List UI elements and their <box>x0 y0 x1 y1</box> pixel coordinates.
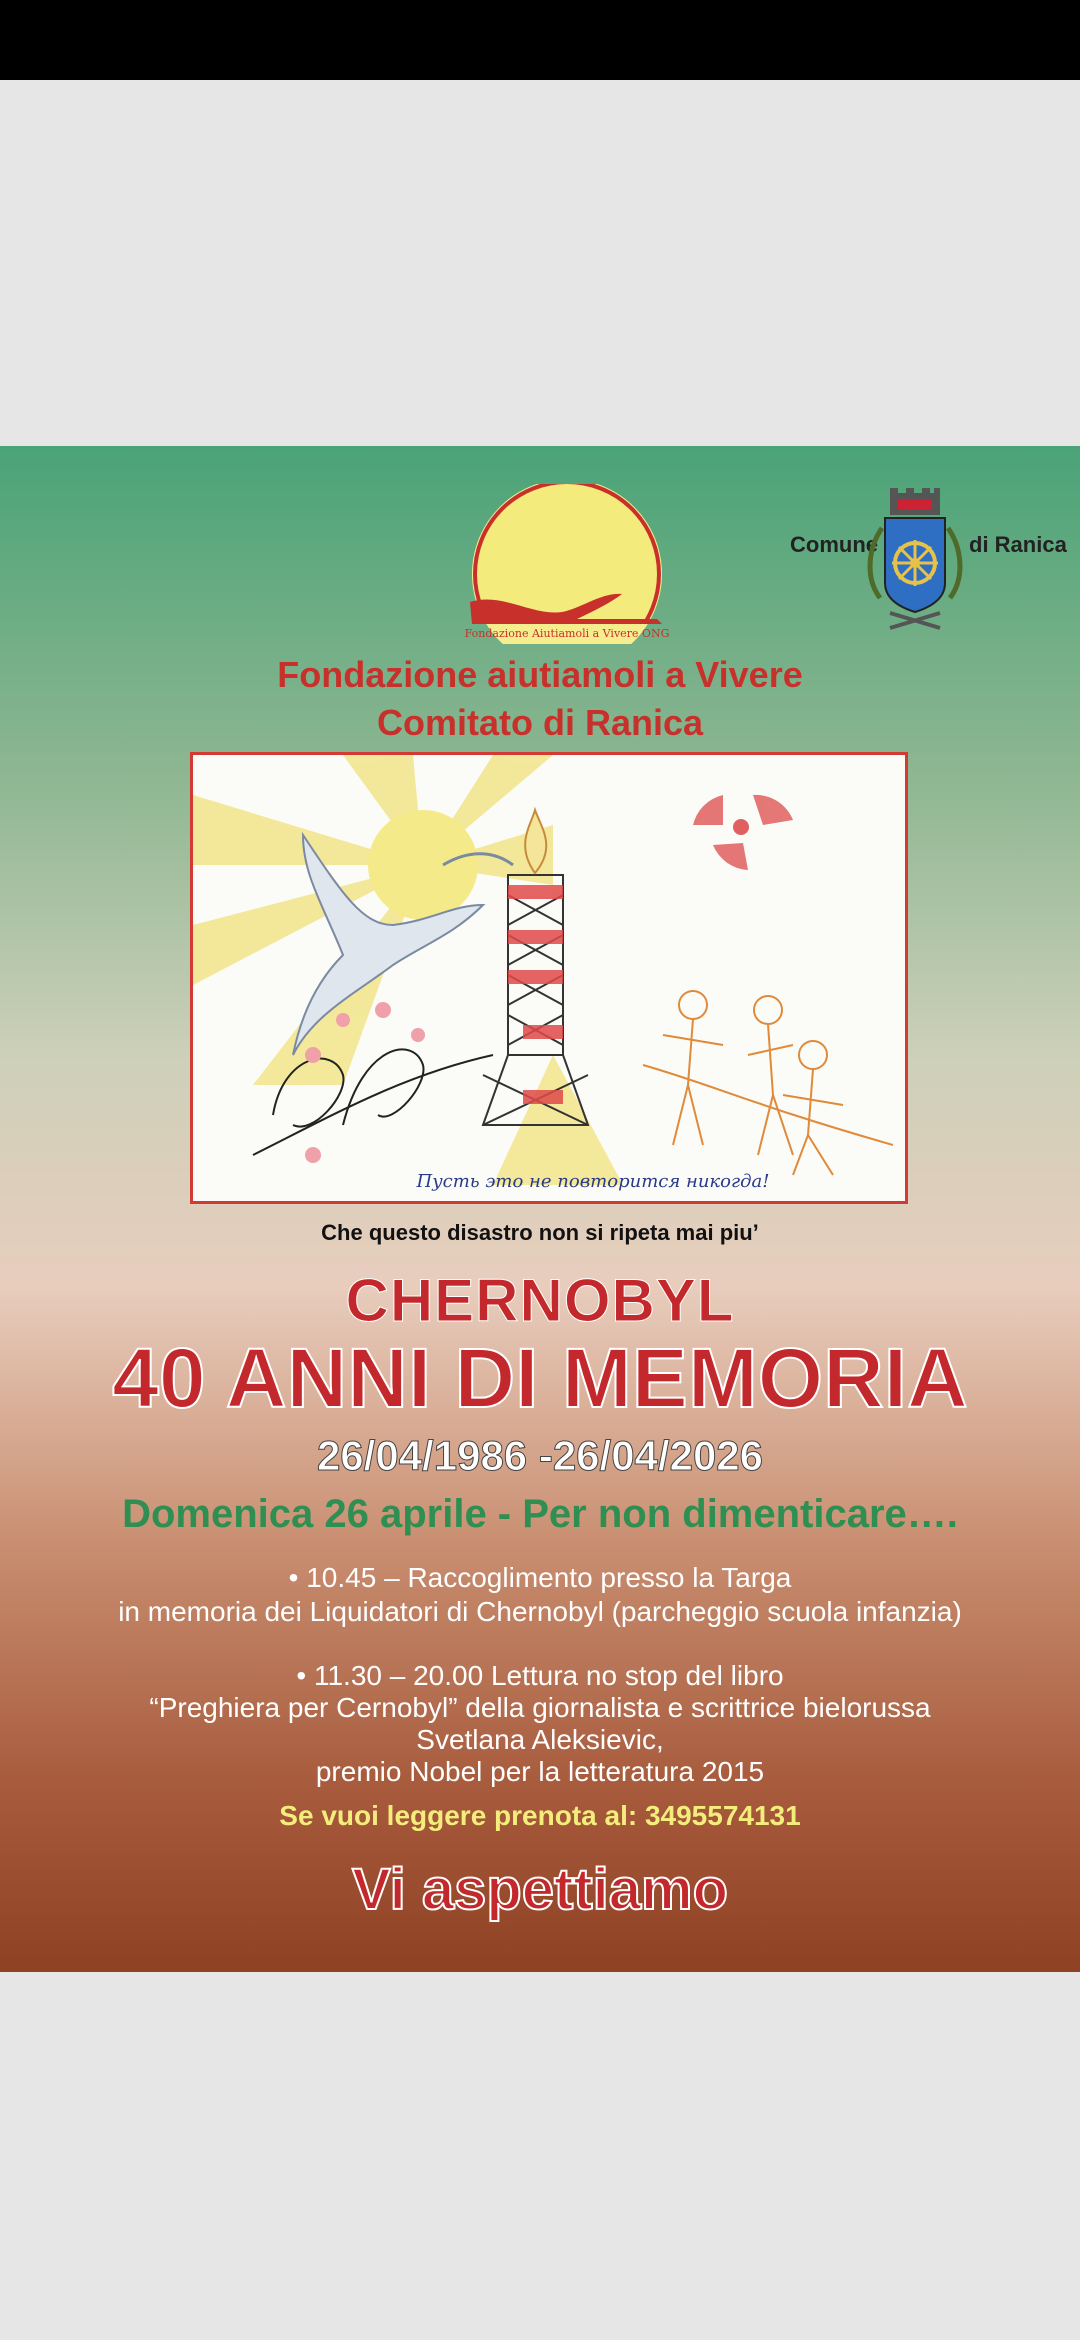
closing-line: Vi aspettiamo <box>351 1857 729 1922</box>
schedule-item-2-time: • 11.30 – 20.00 Lettura no stop del libro <box>296 1660 784 1691</box>
org-name: Fondazione aiutiamoli a Vivere <box>277 654 803 695</box>
event-day: Domenica 26 aprile - Per non dimenticare…. <box>122 1492 958 1536</box>
ranica-crest-icon <box>860 488 970 638</box>
status-bar <box>0 0 1080 80</box>
foundation-logo <box>462 484 672 644</box>
schedule-item-2-book: “Preghiera per Cernobyl” della giornalista e scrittrice bielorussa <box>149 1692 931 1723</box>
comune-label: Comune <box>790 532 878 557</box>
drawing-caption: Che questo disastro non si ripeta mai piu’ <box>321 1220 759 1245</box>
comune-name: di Ranica <box>969 532 1067 557</box>
schedule-item-1-detail: in memoria dei Liquidatori di Chernobyl (parcheggio scuola infanzia) <box>118 1596 962 1627</box>
title-memoria: 40 ANNI DI MEMORIA <box>112 1331 968 1425</box>
drawing-frame <box>190 752 908 1204</box>
title-chernobyl: CHERNOBYL <box>345 1267 735 1334</box>
logo-text: Fondazione Aiutiamoli a Vivere ONG <box>464 627 670 640</box>
org-subtitle: Comitato di Ranica <box>376 702 704 743</box>
schedule-item-2-author: Svetlana Aleksievic, <box>416 1724 664 1755</box>
event-poster <box>0 446 1080 1972</box>
child-drawing-image <box>193 755 905 1201</box>
schedule-item-1-time: • 10.45 – Raccoglimento presso la Targa <box>288 1562 792 1593</box>
drawing-caption-russian: Пусть это не повторится никогда! <box>416 1171 770 1192</box>
schedule-item-2-award: premio Nobel per la letteratura 2015 <box>315 1756 765 1787</box>
reservation-phone: Se vuoi leggere prenota al: 3495574131 <box>279 1800 801 1831</box>
date-range: 26/04/1986 -26/04/2026 <box>316 1432 764 1479</box>
